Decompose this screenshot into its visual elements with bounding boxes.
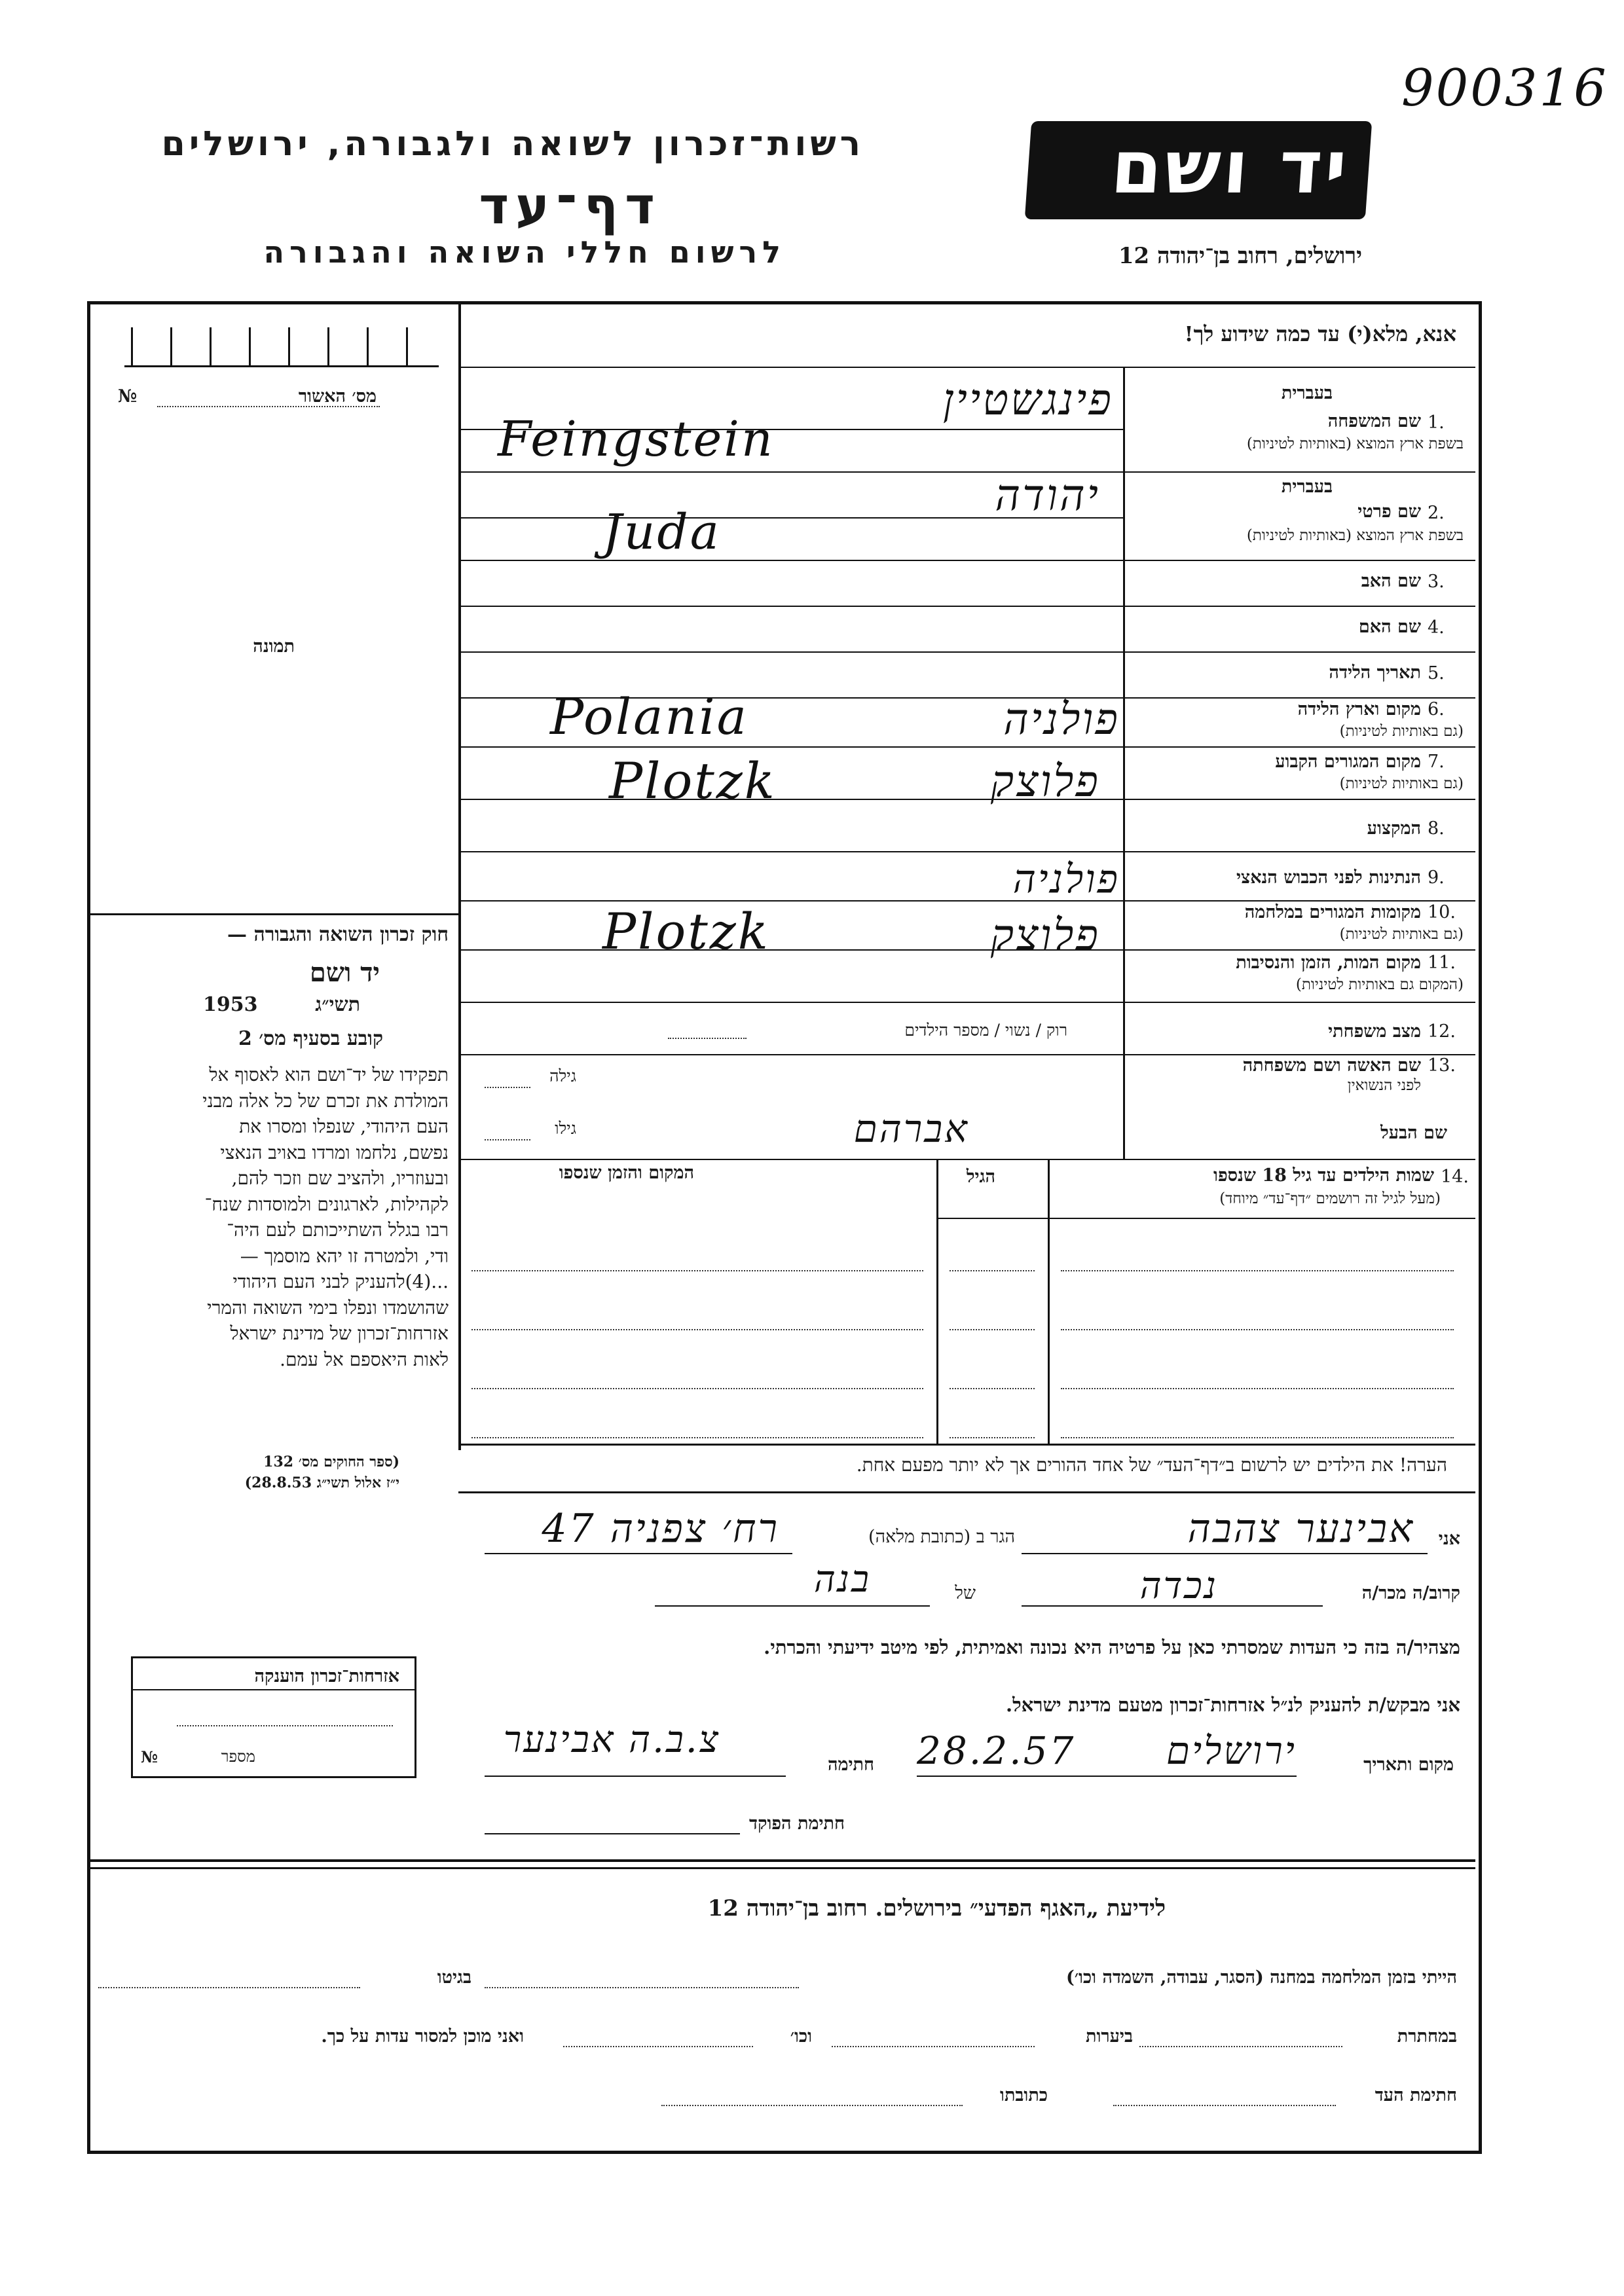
law-divider	[90, 913, 458, 915]
hw-war-residence-lat: Plotzk	[602, 902, 770, 960]
hw-first-name-heb: יהודה	[995, 470, 1100, 520]
law-line: לאות היאספם אל עמם.	[280, 1348, 449, 1370]
certificate-title: אזרחות־זכרון הוענקה	[254, 1666, 399, 1686]
statement: מצהיר/ה בזה כי העדות שמסרתי כאן על פרטיה היא נכונה ואמיתית, לפי מיטב ידיעתי והכרתי.	[764, 1636, 1460, 1658]
law-year-heb: תשי״ג	[315, 993, 360, 1016]
col-age: הגיל	[966, 1167, 995, 1187]
law-name: יד ושם	[309, 957, 380, 988]
approval-ticks	[124, 327, 439, 367]
hw-birth-country-lat: Polania	[550, 687, 748, 746]
law-line: העם היהודי, שנפלו ומסרו את	[239, 1116, 449, 1137]
hw-family-name-heb: פינגשטיין	[942, 374, 1113, 425]
field-8-number: 8.	[1428, 818, 1445, 839]
law-line: ודי, ולמטרה זו יהא מוסמך —	[240, 1245, 449, 1267]
hebrew-label: בעברית	[1281, 383, 1333, 403]
field-9-number: 9.	[1428, 867, 1445, 888]
field-10-latin-sub: (גם באותיות לטיניות)	[1339, 926, 1464, 943]
sidebar-divider	[458, 301, 461, 1450]
field-7-label: מקום המגורים הקבוע	[1275, 752, 1421, 772]
field-1-number: 1.	[1428, 412, 1445, 433]
field-12-number: 12.	[1428, 1021, 1456, 1042]
form-subtitle: לרשום חללי השואה והגבורה	[263, 234, 786, 270]
law-ref-1: (ספר החוקים מס׳ 132	[263, 1453, 399, 1470]
field-6-latin-sub: (גם באותיות לטיניות)	[1339, 723, 1464, 740]
archive-number: 900316	[1401, 59, 1608, 118]
hw-date: 28.2.57	[917, 1728, 1076, 1773]
field-3-label: שם האב	[1361, 571, 1421, 591]
law-line: ובעוזריו, ולהציב שם וזכר להם,	[231, 1167, 449, 1189]
field-11-number: 11.	[1428, 953, 1456, 973]
signature-label: חתימה	[827, 1755, 874, 1775]
logo	[1025, 121, 1372, 219]
husband-label: שם הבעל	[1380, 1123, 1447, 1143]
hw-signature: צ.ב.ה אבינער	[503, 1719, 720, 1761]
law-line: לקהילות, לארגונים ולמוסדות שנח־	[204, 1193, 449, 1215]
hw-birth-country-heb: פולניה	[1003, 694, 1120, 744]
footer-notice: לידיעת „האגף הפדעי״ בירושלים. רחוב בן־יהודה 12	[707, 1895, 1166, 1922]
hw-family-name-lat: Feingstein	[498, 411, 775, 467]
field-3-number: 3.	[1428, 572, 1445, 592]
hw-place: ירושלים	[1166, 1728, 1297, 1773]
authority-title: רשות־זכרון לשואה ולגבורה, ירושלים	[161, 124, 864, 164]
law-line: תפקידו של יד־ושם הוא לאסוף אל	[209, 1064, 449, 1085]
approval-label: מס׳ האשור	[298, 386, 377, 407]
hebrew-label-2: בעברית	[1281, 477, 1333, 497]
footer-ghetto: בגיטו	[437, 1967, 471, 1988]
field-6-number: 6.	[1428, 699, 1445, 720]
field-2-number: 2.	[1428, 503, 1445, 523]
field-5-number: 5.	[1428, 663, 1445, 683]
field-9-label: הנתינות לפני הכבוש הנאצי	[1236, 867, 1421, 888]
hw-husband-name: אברהם	[853, 1106, 969, 1151]
place-date-label: מקום ותאריך	[1363, 1755, 1454, 1775]
form-title: דף־עד	[479, 177, 661, 236]
hw-war-residence-heb: פלוצק	[990, 910, 1100, 960]
field-4-number: 4.	[1428, 617, 1445, 638]
field-13-age: גילה	[549, 1066, 576, 1085]
declaration-i: אני	[1438, 1529, 1460, 1549]
footer-underground: במחתרת	[1397, 2026, 1457, 2047]
law-section: קובע בסעיף מס׳ 2	[238, 1027, 383, 1050]
field-11-label: מקום המות, הזמן והנסיבות	[1236, 953, 1421, 973]
col-place-time: המקום והזמן שנספו	[559, 1163, 694, 1183]
approval-no-symbol: №	[118, 386, 138, 407]
field-2-latin-sub: בשפת ארץ המוצא (באותיות לטיניות)	[1246, 527, 1464, 544]
hw-residence-lat: Plotzk	[609, 752, 777, 810]
footer-his-address: כתובתו	[1000, 2085, 1048, 2105]
field-8-label: המקצוע	[1367, 818, 1421, 839]
footer-witness-signature: חתימת העד	[1375, 2085, 1457, 2105]
field-1-label: שם המשפחה	[1327, 411, 1421, 431]
field-5-label: תאריך הלידה	[1329, 663, 1421, 683]
field-12-options: רוק / נשוי / מספר הילדים	[904, 1021, 1067, 1040]
field-13-number: 13.	[1428, 1055, 1456, 1076]
field-1-latin-sub: בשפת ארץ המוצא (באותיות לטיניות)	[1246, 435, 1464, 452]
law-line: נפשם, נלחמו ומרדו באויב הנאצי	[220, 1141, 449, 1163]
photo-label: תמונה	[253, 636, 295, 657]
husband-age: גילו	[555, 1119, 576, 1138]
note: הערה! את הילדים יש לרשום ב״דף־העד״ של אחד ההורים אך לא יותר מפעם אחת.	[856, 1454, 1447, 1476]
law-body	[95, 1062, 449, 1372]
field-4-label: שם האם	[1358, 617, 1421, 637]
law-ref-2: י״ז אלול תשי״ג 28.8.53)	[244, 1474, 399, 1491]
hw-witness-name: אבינער צהבה	[1187, 1506, 1414, 1552]
field-10-number: 10.	[1428, 902, 1456, 922]
relative-label: קרוב/ה מכר/ה	[1361, 1583, 1460, 1603]
field-14-label: שמות הילדים עד גיל 18 שנספו	[1213, 1165, 1434, 1186]
law-line: אזרחות־זכרון של מדינת ישראל	[230, 1322, 449, 1344]
field-12-label: מצב משפחתי	[1328, 1021, 1421, 1042]
hw-relation: נכדה	[1139, 1565, 1218, 1607]
instruction: אנא, מלא(י) עד כמה שידוע לך!	[1184, 321, 1456, 346]
request: אני מבקש/ת להעניק לנ״ל אזרחות־זכרון מטעם מדינת ישראל.	[1006, 1694, 1460, 1716]
footer-forests: ביערות	[1085, 2026, 1133, 2047]
field-7-number: 7.	[1428, 752, 1445, 772]
field-7-latin-sub: (גם באותיות לטיניות)	[1339, 775, 1464, 792]
law-line: ...(4)להעניק לבני העם היהודי	[232, 1271, 449, 1292]
law-line: רבו בגלל השתייכותם לעם היה־	[227, 1219, 449, 1241]
law-line: שהושמדו ונפלו בימי השואה והמרי	[207, 1296, 449, 1319]
certificate-no-symbol: №	[141, 1747, 158, 1766]
header-address: ירושלים, רחוב בן־יהודה 12	[1118, 243, 1362, 269]
law-year: 1953	[203, 993, 258, 1016]
field-2-label: שם פרטי	[1357, 501, 1421, 522]
certificate-number-label: מספר	[221, 1747, 255, 1766]
footer-ready: ואני מוכן למסור עדות על כך.	[321, 2026, 524, 2047]
hw-residence-heb: פלוצק	[990, 756, 1100, 807]
logo-text: יד ושם	[1108, 125, 1352, 210]
field-13-label: שם האשה ושם משפחתה	[1242, 1055, 1421, 1076]
hw-first-name-lat: Juda	[602, 504, 721, 560]
hw-witness-address: רח׳ צפניה 47	[542, 1506, 779, 1552]
field-13-sub: לפני הנשואין	[1347, 1077, 1421, 1094]
field-6-label: מקום וארץ הלידה	[1297, 699, 1421, 720]
field-14-sub: (מעל לגיל זה רושמים ״דף־עד״ מיוחד)	[1219, 1190, 1441, 1207]
resides-label: הגר ב (כתובת מלאה)	[868, 1527, 1015, 1547]
footer-etc: וכו׳	[790, 2026, 812, 2047]
field-14-number: 14.	[1441, 1167, 1469, 1187]
official-signature-label: חתימת הפוקד	[749, 1813, 845, 1834]
law-title: חוק זכרון השואה והגבורה —	[227, 923, 449, 946]
field-10-label: מקומות המגורים במלחמה	[1244, 902, 1421, 922]
hw-relation-of: בנה	[813, 1558, 871, 1601]
footer-camp-line: הייתי בזמן המלחמה במחנה (הסגר, עבודה, השמדה וכו׳)	[1066, 1967, 1457, 1988]
law-line: המולדת את זכרם של כל אלה מבני	[202, 1089, 449, 1112]
labels-divider	[1123, 367, 1125, 1159]
field-11-sub: (המקום גם באותיות לטיניות)	[1295, 976, 1464, 993]
hw-nationality-heb: פולניה	[1012, 856, 1120, 902]
relation-of-label: של	[955, 1583, 976, 1603]
